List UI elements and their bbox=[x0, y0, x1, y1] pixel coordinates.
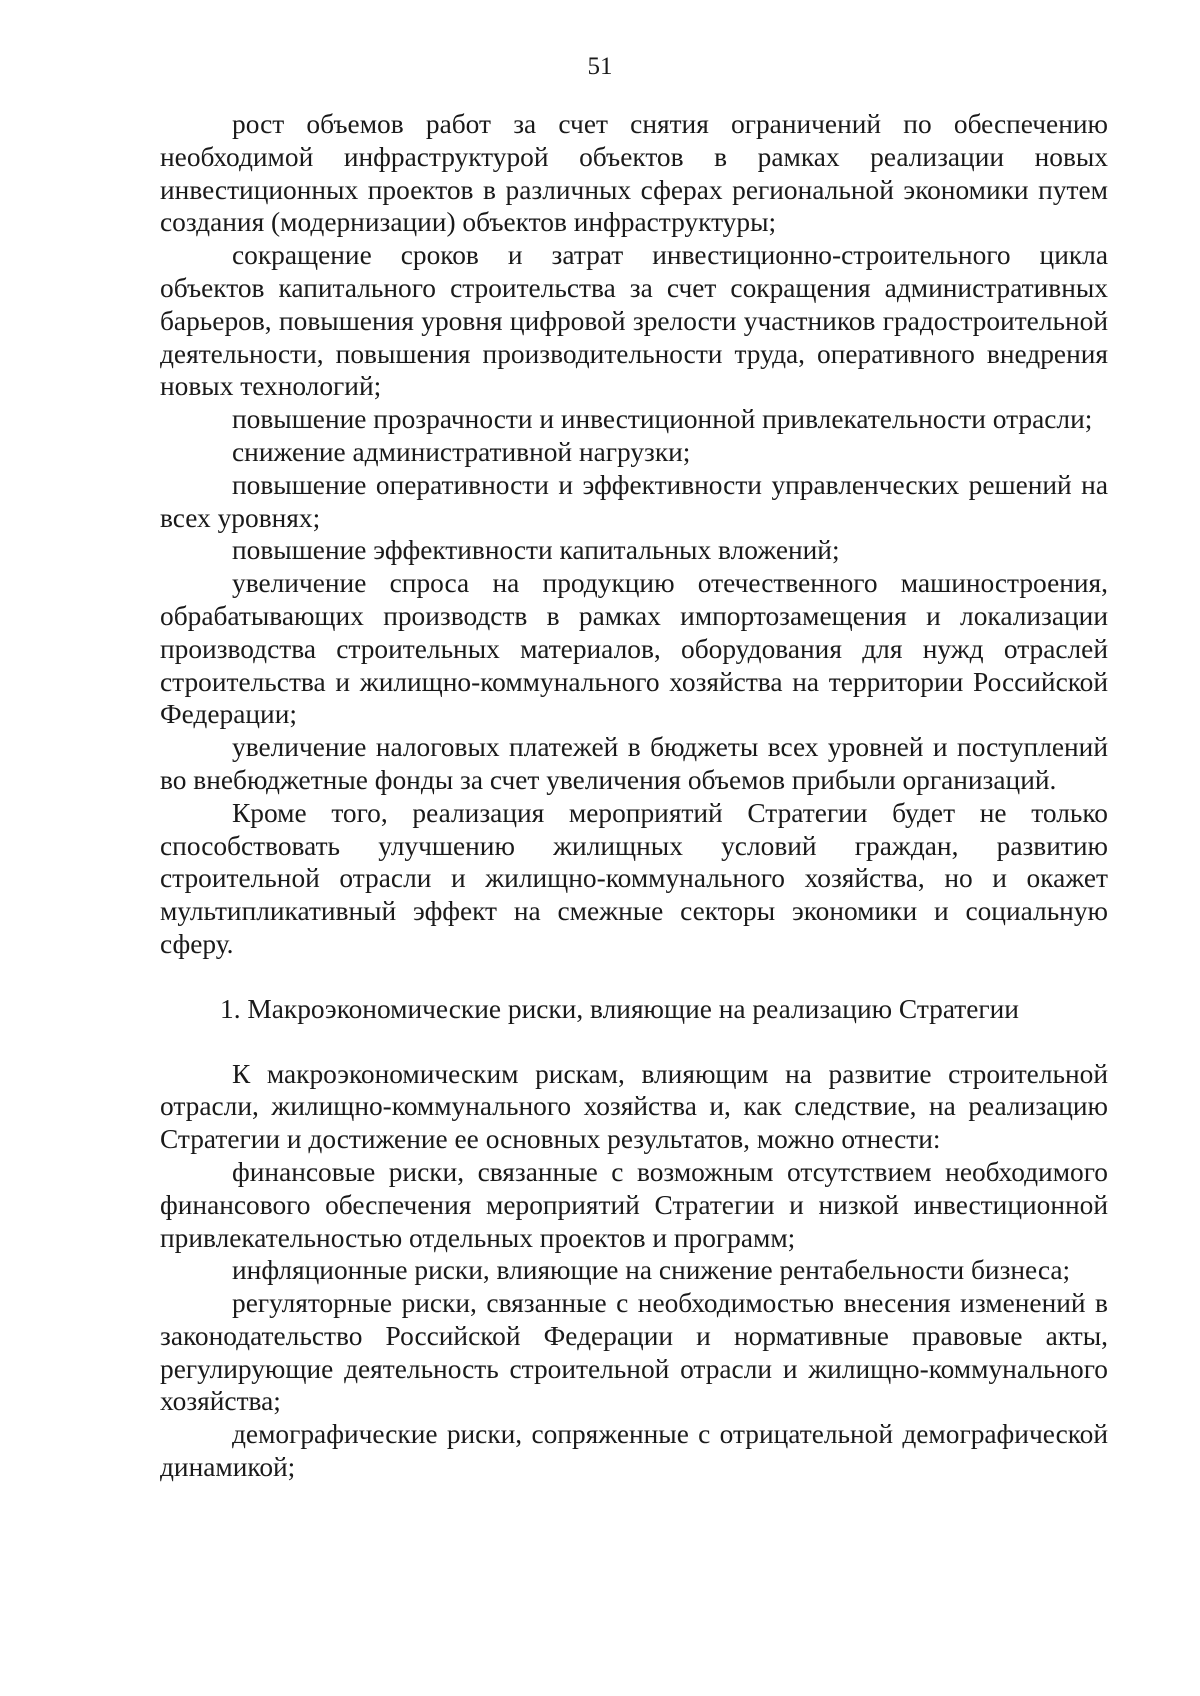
paragraph: регуляторные риски, связанные с необходимостью внесения изменений в законодательство Российской Федерации и нормативные правовые акты, регулирующие деятельность строительной отрасли и жилищно-коммунального хозяйства; bbox=[160, 1288, 1108, 1417]
paragraph: увеличение налоговых платежей в бюджеты всех уровней и поступлений во внебюджетные фонды за счет увеличения объемов прибыли организаций. bbox=[160, 732, 1108, 795]
paragraph: увеличение спроса на продукцию отечественного машиностроения, обрабатывающих производств в рамках импортозамещения и локализации производства строительных материалов, оборудования для нужд отраслей строительства и жилищно-коммунального хозяйства на территории Российской Федерации; bbox=[160, 568, 1108, 730]
paragraph: К макроэкономическим рискам, влияющим на развитие строительной отрасли, жилищно-коммунального хозяйства и, как следствие, на реализацию Стратегии и достижение ее основных результатов, можно отнести: bbox=[160, 1058, 1108, 1155]
section-heading: 1. Макроэкономические риски, влияющие на реализацию Стратегии bbox=[220, 993, 1019, 1024]
paragraph: сокращение сроков и затрат инвестиционно-строительного цикла объектов капитального строительства за счет сокращения административных барьеров, повышения уровня цифровой зрелости участников градостроительной деятельности, повышения производительности труда, оперативного внедрения новых технологий; bbox=[160, 240, 1108, 402]
paragraph: финансовые риски, связанные с возможным отсутствием необходимого финансового обеспечения мероприятий Стратегии и низкой инвестиционной привлекательностью отдельных проектов и программ; bbox=[160, 1156, 1108, 1253]
paragraph: Кроме того, реализация мероприятий Стратегии будет не только способствовать улучшению жилищных условий граждан, развитию строительной отрасли и жилищно-коммунального хозяйства, но и окажет мультипликативный эффект на смежные секторы экономики и социальную сферу. bbox=[160, 797, 1108, 959]
paragraph: повышение эффективности капитальных вложений; bbox=[232, 535, 840, 566]
paragraph: рост объемов работ за счет снятия ограничений по обеспечению необходимой инфраструктурой объектов в рамках реализации новых инвестиционных проектов в различных сферах региональной экономики путем создания (модернизации) объектов инфраструктуры; bbox=[160, 109, 1108, 238]
page-number: 51 bbox=[587, 53, 613, 80]
paragraph: повышение прозрачности и инвестиционной привлекательности отрасли; bbox=[232, 404, 1093, 435]
paragraph: инфляционные риски, влияющие на снижение рентабельности бизнеса; bbox=[232, 1255, 1071, 1286]
paragraph: снижение административной нагрузки; bbox=[232, 436, 691, 467]
paragraph: повышение оперативности и эффективности управленческих решений на всех уровнях; bbox=[160, 469, 1108, 533]
page-body bbox=[160, 108, 1108, 1484]
paragraph: демографические риски, сопряженные с отрицательной демографической динамикой; bbox=[160, 1419, 1108, 1483]
